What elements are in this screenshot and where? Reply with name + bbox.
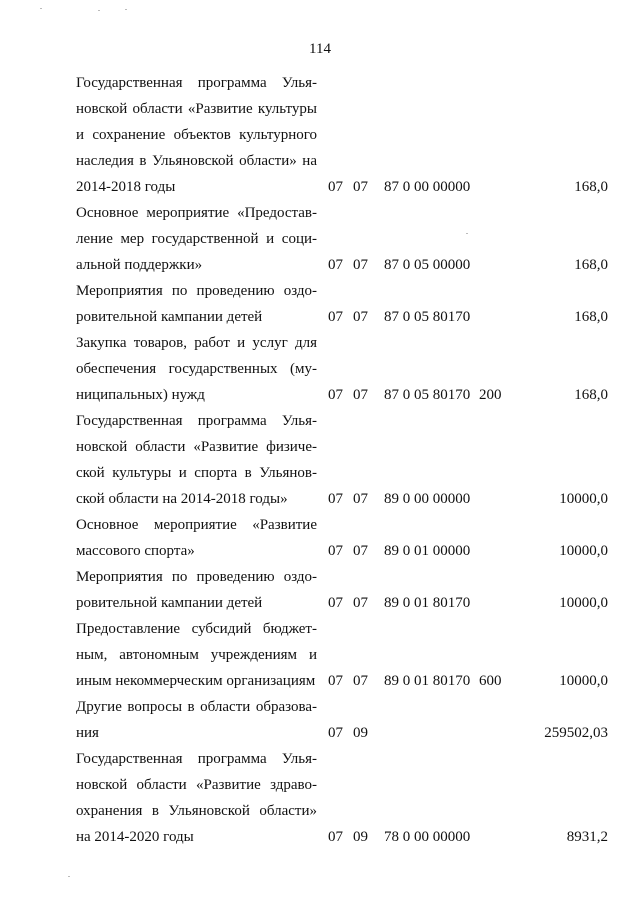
row-description (76, 330, 317, 408)
table-row (0, 694, 640, 746)
row-description (76, 200, 317, 278)
scan-speck (68, 876, 70, 877)
amount: 10000,0 (559, 595, 608, 611)
description-line: иным некоммерческим организациям (76, 673, 316, 689)
description-line: Другие вопросы в области образова- (76, 699, 317, 715)
target-article-code: 78 0 00 00000 (384, 829, 471, 845)
target-article-code: 89 0 01 80170 (384, 595, 471, 611)
section-code: 07 (328, 179, 343, 195)
target-article-code: 87 0 00 00000 (384, 179, 471, 195)
description-line: Мероприятия по проведению оздо- (76, 569, 317, 585)
section-code: 07 (328, 673, 343, 689)
section-code: 07 (328, 309, 343, 325)
subsection-code: 07 (353, 491, 368, 507)
amount: 10000,0 (559, 491, 608, 507)
description-line: ным, автономным учреждениям и (76, 647, 317, 663)
description-line: охранения в Ульяновской области» (76, 803, 317, 819)
row-description (76, 512, 317, 564)
amount: 168,0 (574, 387, 608, 403)
description-line: новской области «Развитие физиче- (76, 439, 317, 455)
description-line: ской культуры и спорта в Ульянов- (76, 465, 317, 481)
description-line: ния (76, 725, 99, 741)
section-code: 07 (328, 543, 343, 559)
row-description (76, 278, 317, 330)
section-code: 07 (328, 595, 343, 611)
description-line: новской области «Развитие культуры (76, 101, 317, 117)
scan-speck (40, 8, 42, 9)
description-line: Государственная программа Улья- (76, 751, 317, 767)
row-description (76, 746, 317, 850)
expense-type-code: 200 (479, 387, 502, 403)
row-description (76, 616, 317, 694)
amount: 10000,0 (559, 673, 608, 689)
description-line: Государственная программа Улья- (76, 75, 317, 91)
table-row (0, 512, 640, 564)
subsection-code: 07 (353, 387, 368, 403)
budget-table (0, 70, 640, 850)
description-line: Предоставление субсидий бюджет- (76, 621, 317, 637)
target-article-code: 89 0 01 00000 (384, 543, 471, 559)
description-line: альной поддержки» (76, 257, 203, 273)
scan-speck (98, 10, 100, 11)
target-article-code: 89 0 00 00000 (384, 491, 471, 507)
target-article-code: 87 0 05 80170 (384, 387, 471, 403)
description-line: массового спорта» (76, 543, 195, 559)
description-line: Мероприятия по проведению оздо- (76, 283, 317, 299)
table-row (0, 330, 640, 408)
section-code: 07 (328, 829, 343, 845)
description-line: Государственная программа Улья- (76, 413, 317, 429)
description-line: наследия в Ульяновской области» на (76, 153, 317, 169)
amount: 259502,03 (544, 725, 608, 741)
description-line: Закупка товаров, работ и услуг для (76, 335, 317, 351)
description-line: ниципальных) нужд (76, 387, 205, 403)
amount: 8931,2 (566, 829, 608, 845)
description-line: и сохранение объектов культурного (76, 127, 317, 143)
amount: 168,0 (574, 257, 608, 273)
table-row (0, 616, 640, 694)
description-line: ровительной кампании детей (76, 595, 263, 611)
section-code: 07 (328, 387, 343, 403)
section-code: 07 (328, 725, 343, 741)
row-description (76, 70, 317, 200)
description-line: ление мер государственной и соци- (76, 231, 317, 247)
subsection-code: 07 (353, 595, 368, 611)
amount: 168,0 (574, 309, 608, 325)
table-row (0, 278, 640, 330)
target-article-code: 87 0 05 00000 (384, 257, 471, 273)
scan-speck (125, 9, 127, 10)
scan-speck (466, 233, 468, 234)
table-row (0, 564, 640, 616)
amount: 168,0 (574, 179, 608, 195)
table-row (0, 746, 640, 850)
amount: 10000,0 (559, 543, 608, 559)
subsection-code: 07 (353, 673, 368, 689)
subsection-code: 07 (353, 309, 368, 325)
description-line: новской области «Развитие здраво- (76, 777, 317, 793)
subsection-code: 07 (353, 257, 368, 273)
description-line: ской области на 2014-2018 годы» (76, 491, 288, 507)
row-description (76, 694, 317, 746)
description-line: на 2014-2020 годы (76, 829, 194, 845)
description-line: 2014-2018 годы (76, 179, 176, 195)
table-row (0, 200, 640, 278)
expense-type-code: 600 (479, 673, 502, 689)
description-line: Основное мероприятие «Предостав- (76, 205, 317, 221)
section-code: 07 (328, 491, 343, 507)
section-code: 07 (328, 257, 343, 273)
table-row (0, 70, 640, 200)
subsection-code: 07 (353, 543, 368, 559)
subsection-code: 09 (353, 725, 368, 741)
target-article-code: 87 0 05 80170 (384, 309, 471, 325)
description-line: обеспечения государственных (му- (76, 361, 317, 377)
subsection-code: 07 (353, 179, 368, 195)
page-number: 114 (309, 41, 331, 57)
table-row (0, 408, 640, 512)
row-description (76, 564, 317, 616)
description-line: Основное мероприятие «Развитие (76, 517, 317, 533)
row-description (76, 408, 317, 512)
target-article-code: 89 0 01 80170 (384, 673, 471, 689)
description-line: ровительной кампании детей (76, 309, 263, 325)
subsection-code: 09 (353, 829, 368, 845)
